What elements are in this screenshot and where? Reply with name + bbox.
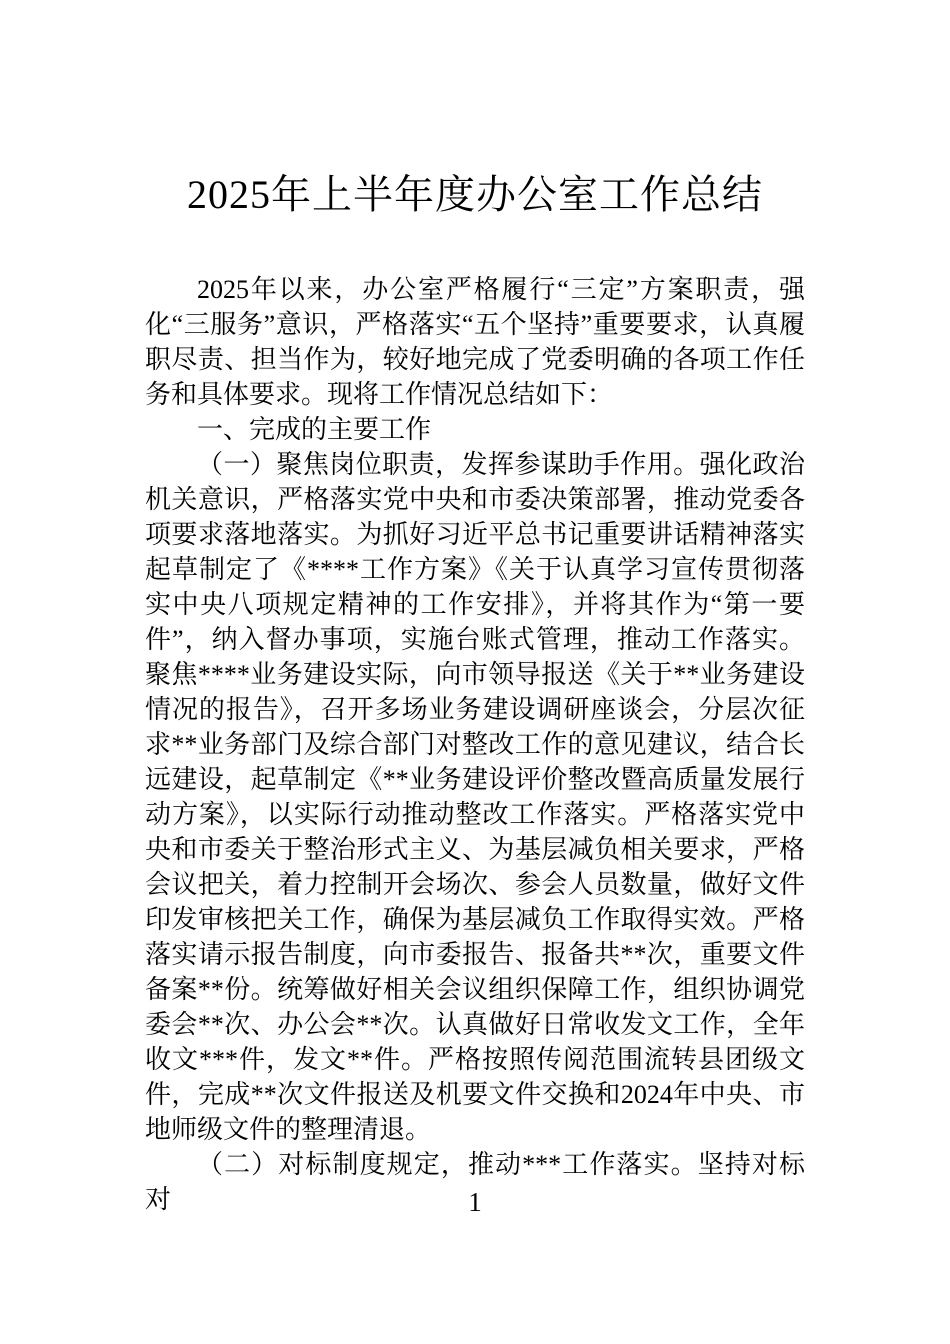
document-content [145,170,805,1217]
paragraph-intro: 2025年以来，办公室严格履行“三定”方案职责，强化“三服务”意识，严格落实“五个坚持”重要要求，认真履职尽责、担当作为，较好地完成了党委明确的各项工作任务和具体要求。现将工作情况总结如下： [145,275,805,409]
section-heading-main-work: 一、完成的主要工作 [197,415,432,444]
document-title: 2025年上半年度办公室工作总结 [187,172,763,217]
paragraph-section-one: （一）聚焦岗位职责，发挥参谋助手作用。强化政治机关意识，严格落实党中央和市委决策部署，推动党委各项要求落地落实。为抓好习近平总书记重要讲话精神落实起草制定了《****工作方案》《关于认真学习宣传贯彻落实中央八项规定精神的工作安排》，并将其作为“第一要件”，纳入督办事项，实施台账式管理，推动工作落实。聚焦****业务建设实际，向市领导报送《关于**业务建设情况的报告》，召开多场业务建设调研座谈会，分层次征求**业务部门及综合部门对整改工作的意见建议，结合长远建设，起草制定《**业务建设评价整改暨高质量发展行动方案》，以实际行动推动整改工作落实。严格落实党中央和市委关于整治形式主义、为基层减负相关要求，严格会议把关，着力控制开会场次、参会人员数量，做好文件印发审核把关工作，确保为基层减负工作取得实效。严格落实请示报告制度，向市委报告、报备共**次，重要文件备案**份。统筹做好相关会议组织保障工作，组织协调党委会**次、办公会**次。认真做好日常收发文工作，全年收文***件，发文**件。严格按照传阅范围流转县团级文件，完成**次文件报送及机要文件交换和2024年中央、市地师级文件的整理清退。 [145,450,805,1144]
page-number: 1 [468,1187,482,1217]
paragraph-section-two: （二）对标制度规定，推动***工作落实。坚持对标对 [145,1150,805,1214]
